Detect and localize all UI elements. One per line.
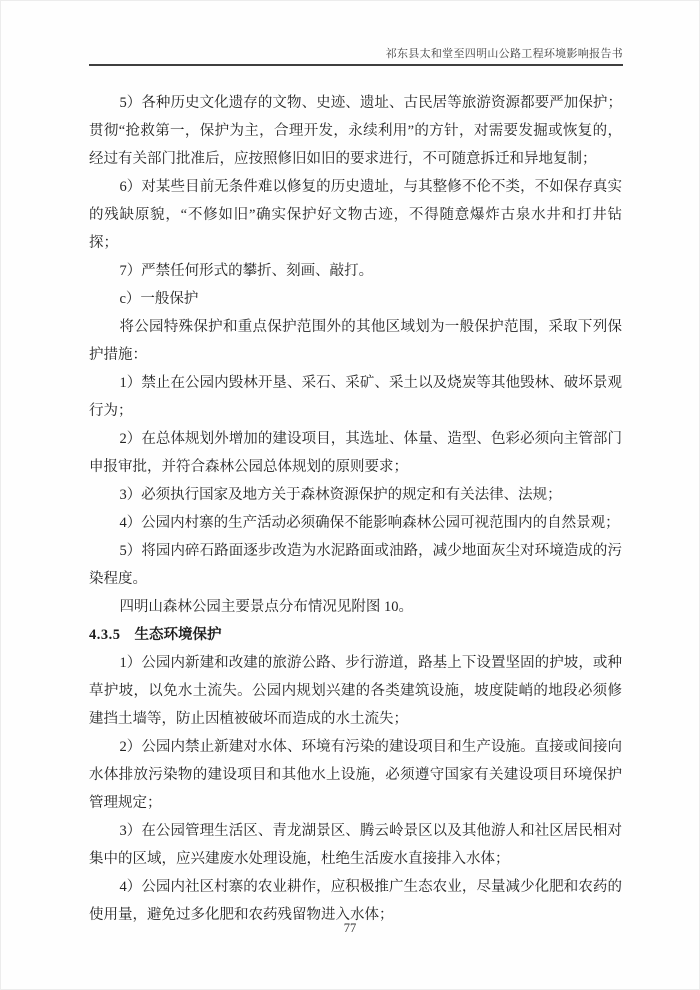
paragraph: 7）严禁任何形式的攀折、刻画、敲打。: [119, 263, 374, 279]
paragraph: 5）各种历史文化遗存的文物、史迹、遗址、古民居等旅游资源都要严加保护；贯彻“抢救第一，保护为主，合理开发，永续利用”的方针，对需要发掘或恢复的，经过有关部门批准后，应按照修旧如旧的要求进行，不可随意拆迁和异地复制；: [89, 95, 622, 167]
section-title: 生态环境保护: [134, 627, 222, 643]
paragraph: 3）在公园管理生活区、青龙湖景区、腾云岭景区以及其他游人和社区居民相对集中的区域，应兴建废水处理设施，杜绝生活废水直接排入水体；: [89, 823, 622, 867]
paragraph: 将公园特殊保护和重点保护范围外的其他区域划为一般保护范围，采取下列保护措施：: [89, 319, 622, 363]
paragraph: 3）必须执行国家及地方关于森林资源保护的规定和有关法律、法规；: [119, 487, 562, 503]
paragraph: 6）对某些目前无条件难以修复的历史遗址，与其整修不伦不类，不如保存真实的残缺原貌，“不修如旧”确实保护好文物古迹，不得随意爆炸古泉水井和打井钻探；: [89, 179, 622, 251]
section-heading: [89, 621, 622, 649]
section-number: 4.3.5: [89, 627, 121, 643]
paragraph: 2）公园内禁止新建对水体、环境有污染的建设项目和生产设施。直接或间接向水体排放污染物的建设项目和其他水上设施，必须遵守国家有关建设项目环境保护管理规定；: [89, 739, 622, 811]
header-divider: [89, 64, 623, 66]
paragraph: 2）在总体规划外增加的建设项目，其选址、体量、造型、色彩必须向主管部门申报审批，并符合森林公园总体规划的原则要求；: [89, 431, 622, 475]
header-running-title: 祁东县太和堂至四明山公路工程环境影响报告书: [385, 48, 623, 60]
paragraph: 5）将园内碎石路面逐步改造为水泥路面或油路，减少地面灰尘对环境造成的污染程度。: [89, 543, 622, 587]
paragraph: 1）禁止在公园内毁林开垦、采石、采矿、采土以及烧炭等其他毁林、破坏景观行为；: [89, 375, 622, 419]
paragraph: 四明山森林公园主要景点分布情况见附图 10。: [119, 599, 414, 615]
paragraph: 1）公园内新建和改建的旅游公路、步行游道，路基上下设置坚固的护坡，或种草护坡，以免水土流失。公园内规划兴建的各类建筑设施，坡度陡峭的地段必须修建挡土墙等，防止因植被破坏而造成的水土流失；: [89, 655, 622, 727]
paragraph: 4）公园内社区村寨的农业耕作，应积极推广生态农业，尽量减少化肥和农药的使用量，避免过多化肥和农药残留物进入水体；: [89, 879, 622, 923]
page-number: 77: [343, 921, 357, 935]
document-body: [89, 89, 622, 929]
paragraph: c）一般保护: [119, 291, 199, 307]
paragraph: 4）公园内村寨的生产活动必须确保不能影响森林公园可视范围内的自然景观；: [119, 515, 620, 531]
